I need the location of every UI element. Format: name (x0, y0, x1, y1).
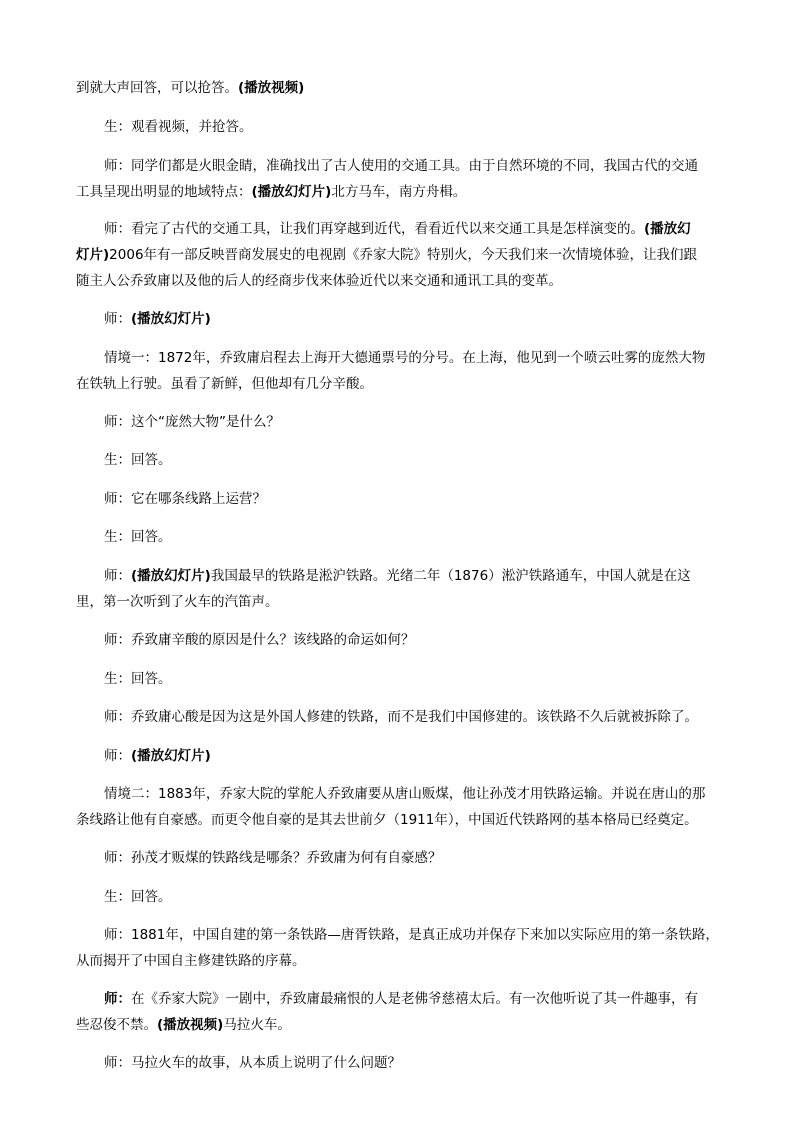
paragraph-line: 师：它在哪条线路上运营？ (104, 491, 266, 507)
paragraph-line: 师：同学们都是火眼金睛，准确找出了古人使用的交通工具。由于自然环境的不同，我国古代的交通 (104, 158, 698, 174)
paragraph-line: 师：乔致庸心酸是因为这是外国人修建的铁路，而不是我们中国修建的。该铁路不久后就被拆除了。 (104, 709, 698, 725)
paragraph-line: 情境一：1872年，乔致庸启程去上海开大德通票号的分号。在上海，他见到一个喷云吐雾的庞然大物 (104, 350, 706, 366)
paragraph-line: 师：(播放幻灯片) (104, 311, 211, 327)
paragraph-line: 生：回答。 (104, 671, 172, 687)
paragraph-line: 些忍俊不禁。(播放视频)马拉火车。 (76, 1017, 291, 1033)
paragraph-line: 师：(播放幻灯片)我国最早的铁路是淞沪铁路。光绪二年（1876）淞沪铁路通车，中国人就是在这 (104, 568, 691, 584)
paragraph-line: 生：回答。 (104, 452, 172, 468)
paragraph-line: 里，第一次听到了火车的汽笛声。 (76, 594, 279, 610)
paragraph-line: 生：观看视频，并抢答。 (104, 119, 253, 135)
paragraph-line: 师：这个“庞然大物”是什么？ (104, 414, 280, 430)
paragraph-line: 师：1881年，中国自建的第一条铁路—唐胥铁路，是真正成功并保存下来加以实际应用的第一条铁路， (104, 927, 719, 943)
paragraph-line: 在铁轨上行驶。虽看了新鲜，但他却有几分辛酸。 (76, 376, 373, 392)
paragraph-line: 随主人公乔致庸以及他的后人的经商步伐来体验近代以来交通和通讯工具的变革。 (76, 273, 562, 289)
paragraph-line: 生：回答。 (104, 529, 172, 545)
paragraph-line: 从而揭开了中国自主修建铁路的序幕。 (76, 953, 306, 969)
paragraph-line: 到就大声回答，可以抢答。(播放视频) (76, 80, 305, 96)
paragraph-line: 情境二：1883年，乔家大院的掌舵人乔致庸要从唐山贩煤，他让孙茂才用铁路运输。并说在唐山的那 (104, 786, 706, 802)
paragraph-line: 条线路让他有自豪感。而更令他自豪的是其去世前夕（1911年），中国近代铁路网的基本格局已经奠定。 (76, 812, 698, 828)
paragraph-line: 工具呈现出明显的地域特点：(播放幻灯片)北方马车，南方舟楫。 (76, 184, 467, 200)
paragraph-line: 师：在《乔家大院》一剧中，乔致庸最痛恨的人是老佛爷慈禧太后。有一次他听说了其一件趣事，有 (104, 991, 698, 1007)
paragraph-line: 师：孙茂才贩煤的铁路线是哪条？乔致庸为何有自豪感？ (104, 850, 442, 866)
paragraph-line: 灯片)2006年有一部反映晋商发展史的电视剧《乔家大院》特别火，今天我们来一次情境体验，让我们跟 (76, 247, 698, 263)
paragraph-line: 师：看完了古代的交通工具，让我们再穿越到近代，看看近代以来交通工具是怎样演变的。(播放幻 (104, 221, 691, 237)
paragraph-line: 生：回答。 (104, 889, 172, 905)
paragraph-line: 师：(播放幻灯片) (104, 748, 211, 764)
paragraph-line: 师：乔致庸辛酸的原因是什么？该线路的命运如何？ (104, 632, 415, 648)
paragraph-line: 师：马拉火车的故事，从本质上说明了什么问题？ (104, 1055, 401, 1071)
